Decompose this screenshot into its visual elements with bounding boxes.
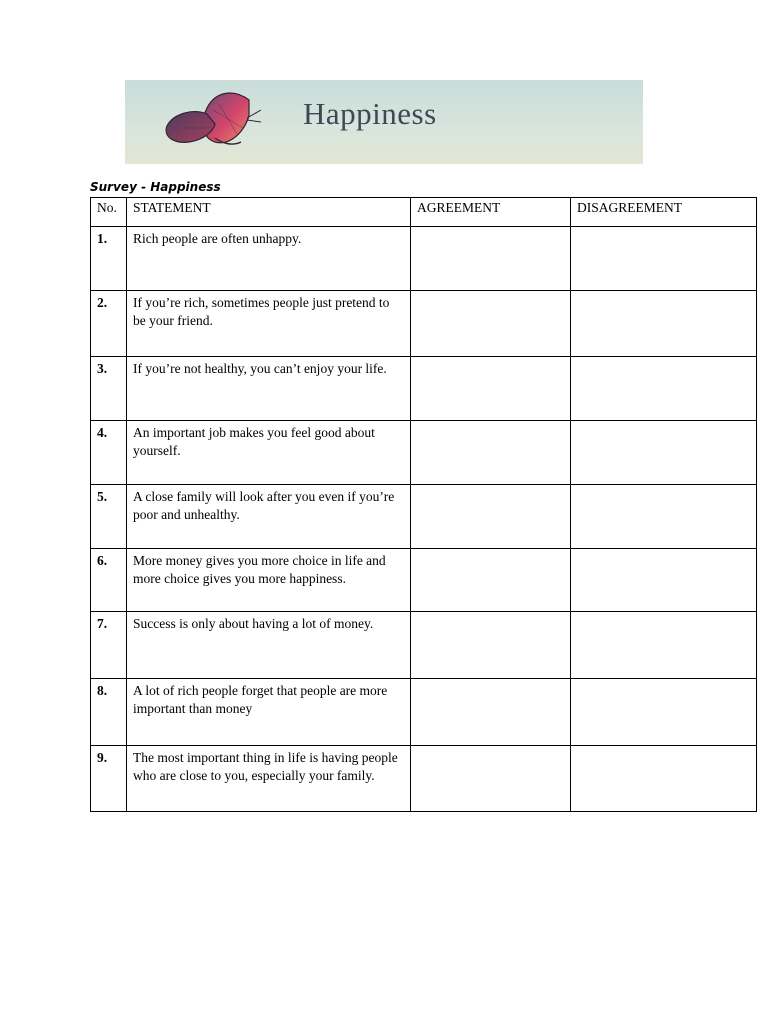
row-number: 6. (91, 549, 127, 612)
row-number: 3. (91, 357, 127, 421)
agreement-cell[interactable] (411, 485, 571, 549)
butterfly-icon (163, 88, 263, 156)
table-row (91, 746, 757, 812)
row-statement: More money gives you more choice in life and more choice gives you more happiness. (127, 549, 411, 612)
row-number: 2. (91, 291, 127, 357)
disagreement-cell[interactable] (571, 612, 757, 679)
disagreement-cell[interactable] (571, 421, 757, 485)
disagreement-cell[interactable] (571, 549, 757, 612)
disagreement-cell[interactable] (571, 357, 757, 421)
table-row (91, 485, 757, 549)
row-number: 7. (91, 612, 127, 679)
agreement-cell[interactable] (411, 679, 571, 746)
disagreement-cell[interactable] (571, 227, 757, 291)
table-row (91, 612, 757, 679)
header-statement: STATEMENT (127, 198, 411, 227)
row-statement: Rich people are often unhappy. (127, 227, 411, 291)
agreement-cell[interactable] (411, 227, 571, 291)
row-number: 4. (91, 421, 127, 485)
table-row (91, 291, 757, 357)
row-statement: A close family will look after you even if you’re poor and unhealthy. (127, 485, 411, 549)
header-banner (125, 80, 643, 164)
header-row (91, 198, 757, 227)
table-row (91, 357, 757, 421)
survey-title: Survey - Happiness (90, 180, 221, 194)
survey-table (90, 197, 757, 812)
row-statement: A lot of rich people forget that people are more important than money (127, 679, 411, 746)
row-statement: An important job makes you feel good about yourself. (127, 421, 411, 485)
row-number: 8. (91, 679, 127, 746)
table-row (91, 227, 757, 291)
row-statement: If you’re rich, sometimes people just pretend to be your friend. (127, 291, 411, 357)
disagreement-cell[interactable] (571, 746, 757, 812)
row-number: 9. (91, 746, 127, 812)
disagreement-cell[interactable] (571, 485, 757, 549)
disagreement-cell[interactable] (571, 679, 757, 746)
banner-title: Happiness (303, 96, 437, 131)
disagreement-cell[interactable] (571, 291, 757, 357)
agreement-cell[interactable] (411, 612, 571, 679)
header-no: No. (91, 198, 127, 227)
table-row (91, 549, 757, 612)
agreement-cell[interactable] (411, 549, 571, 612)
row-statement: Success is only about having a lot of money. (127, 612, 411, 679)
agreement-cell[interactable] (411, 746, 571, 812)
header-agreement: AGREEMENT (411, 198, 571, 227)
agreement-cell[interactable] (411, 291, 571, 357)
row-number: 5. (91, 485, 127, 549)
row-statement: The most important thing in life is having people who are close to you, especially your family. (127, 746, 411, 812)
header-disagreement: DISAGREEMENT (571, 198, 757, 227)
agreement-cell[interactable] (411, 357, 571, 421)
agreement-cell[interactable] (411, 421, 571, 485)
row-number: 1. (91, 227, 127, 291)
table-row (91, 679, 757, 746)
table-row (91, 421, 757, 485)
row-statement: If you’re not healthy, you can’t enjoy your life. (127, 357, 411, 421)
